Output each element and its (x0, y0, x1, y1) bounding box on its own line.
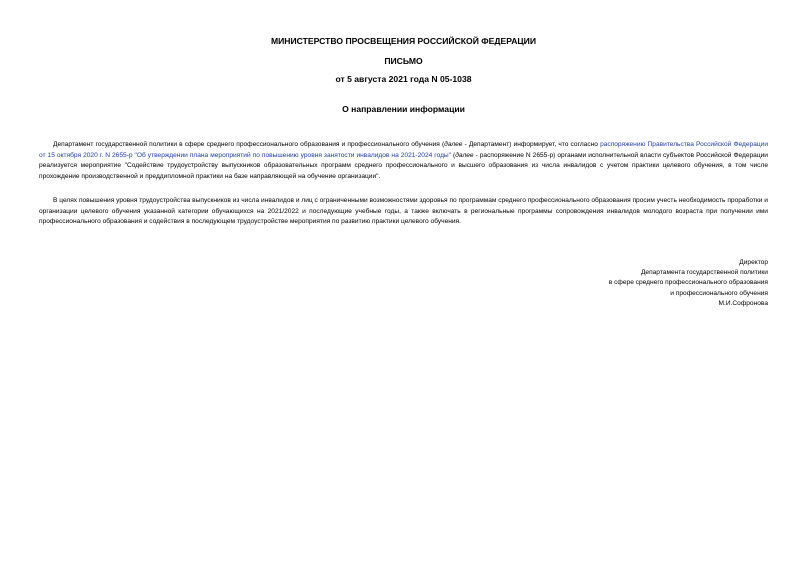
paragraph-1-text-a: Департамент государственной политики в сфере среднего профессионального образования и профессионального обучения ( (53, 141, 445, 148)
ministry-title: МИНИСТЕРСТВО ПРОСВЕЩЕНИЯ РОССИЙСКОЙ ФЕДЕРАЦИИ (270, 36, 537, 46)
paragraph-2 (39, 196, 768, 228)
paragraph-1-italic-b: далее (455, 151, 474, 159)
paragraph-1-text-c: ( (451, 151, 456, 159)
signature-name: М.И.Софронова (718, 299, 768, 307)
signature-department: Департамента государственной политики (640, 269, 768, 277)
paragraph-1 (39, 140, 768, 182)
document-type: ПИСЬМО (384, 56, 423, 66)
paragraph-2-text: В целях повышения уровня трудоустройства выпускников из числа инвалидов и лиц с ограниченными возможностями здоровья по программам среднего профессионального образования просим учесть необходимость проработки и организации целевого обучения указанной категории обучающихся на 2021/2022 и последующие учебные годы, а также включать в региональные программы сопровождения инвалидов молодого возраста при получении ими профессионального образования и содействия в последующем трудоустройстве мероприятия по развитию практики целевого обучения. (39, 197, 768, 225)
document-subject: О направлении информации (342, 104, 465, 114)
signature-position: Директор (739, 259, 768, 266)
paragraph-1-text-d: - распоряжение N 2655-р) органами исполнительной власти субъектов Российской Федерации реализуется мероприятие "Содействие трудоустройству выпускников образовательных программ среднего профессионального и высшего образования из числа инвалидов с учетом практики целевого обучения, в том числе прохождение производственной и преддипломной практики на базе направляющей на обучение организации". (39, 151, 768, 180)
document-date-number: от 5 августа 2021 года N 05-1038 (335, 74, 472, 84)
signature-block (609, 258, 768, 309)
signature-department-sphere: в сфере среднего профессионального образования (608, 279, 768, 287)
paragraph-1-italic-a: далее (444, 141, 463, 148)
signature-department-training: и профессионального обучения (670, 289, 768, 297)
paragraph-1-text-b: - Департамент) информирует, что согласно (462, 141, 601, 148)
decree-link[interactable]: распоряжению Правительства Российской Федерации от 15 октября 2020 г. N 2655-р "Об утверждении плана мероприятий по повышению уровня занятости инвалидов на 2021-2024 годы" (39, 141, 769, 159)
